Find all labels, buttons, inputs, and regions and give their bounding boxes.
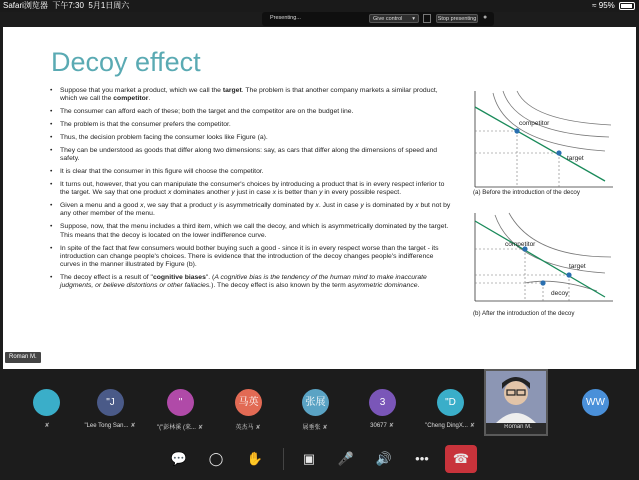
bullet-item: • The problem is that the consumer prefers the competitor. — [49, 121, 454, 129]
participant-tile[interactable] — [563, 369, 627, 436]
fig-a-competitor-label: competitor — [519, 120, 550, 127]
avatar: " — [167, 389, 194, 416]
bullet-item: • The consumer can afford each of these; both the target and the competitor are on the budget line. — [49, 108, 454, 116]
fig-a-competitor-point — [514, 128, 519, 133]
participant-name: "Lee Tong San... ✘ — [84, 423, 136, 429]
speaker-icon[interactable]: 🔊 — [375, 451, 393, 466]
bullet-item: • Suppose, now, that the menu includes a third item, which we call the decoy, and which is asymmetrically dominated by the target. This means that the decoy is located on the lower indifference curve. — [49, 223, 454, 240]
bullet-item: • Given a menu and a good x, we say that a product y is asymmetrically dominated by x. Just in case y is dominated by x but not by any other member of the menu. — [49, 202, 454, 219]
raise-hand-icon[interactable]: ✋ — [246, 451, 264, 466]
video-feed — [486, 371, 546, 423]
give-control-dropdown[interactable]: Give control ▾ — [369, 14, 419, 23]
bullet-item: • In spite of the fact that few consumers would bother buying such a good - since it is in every respect worse than the target - its introduction can change people's choices. There is evidence that the introduction of the decoy changes people's indifference curves in the manner illustrated by Figure (b). — [49, 245, 454, 270]
participant-tile[interactable] — [283, 369, 347, 436]
leave-call-button[interactable]: ☎ — [445, 445, 477, 473]
participants-icon[interactable]: ◯ — [208, 451, 224, 466]
bullet-item: • Thus, the decision problem facing the consumer looks like Figure (a). — [49, 134, 454, 142]
bullet-list — [49, 87, 454, 295]
avatar: 3 — [369, 389, 396, 416]
participant-name: "Cheng DingX... ✘ — [425, 423, 475, 429]
wifi-icon: ≈ — [592, 1, 597, 10]
participant-name: 30677 ✘ — [370, 423, 394, 429]
more-icon[interactable]: ••• — [415, 451, 429, 466]
participant-tile[interactable] — [78, 369, 142, 436]
avatar — [33, 389, 60, 416]
fig-a-caption: (a) Before the introduction of the decoy — [473, 189, 580, 196]
fig-b-target-point — [566, 272, 571, 277]
avatar: "J — [97, 389, 124, 416]
shared-slide — [3, 27, 636, 369]
participant-tile[interactable] — [216, 369, 280, 436]
fig-b-decoy-point — [540, 280, 545, 285]
fig-b-caption: (b) After the introduction of the decoy — [473, 310, 575, 317]
bullet-item: • It turns out, however, that you can manipulate the consumer's choices by introducing a product that is in every respect inferior to the target. We say that one product x dominates another y just in case x is better than y in every possible respect. — [49, 181, 454, 198]
video-off-icon[interactable]: ▣ — [302, 451, 316, 466]
status-date: 5月1日周六 — [88, 1, 130, 10]
participant-name — [16, 422, 76, 429]
mic-muted-icon: ✘ — [255, 425, 261, 431]
fig-b-target-label: target — [569, 263, 586, 270]
ios-status-bar — [0, 0, 639, 12]
mic-muted-icon: ✘ — [44, 423, 50, 429]
fig-a-target-point — [556, 150, 561, 155]
avatar: 张展 — [302, 389, 329, 416]
mic-off-icon[interactable]: 🎤 — [337, 451, 355, 466]
fig-b-competitor-label: competitor — [505, 241, 536, 248]
participant-name: Roman M. — [504, 424, 532, 430]
presenting-bar — [262, 12, 494, 26]
figure-a — [465, 89, 615, 197]
avatar: "D — [437, 389, 464, 416]
mic-muted-icon: ✘ — [322, 425, 328, 431]
bullet-item: • They can be understood as goods that differ along two dimensions: say, as cars that differ along the dimensions of speed and safety. — [49, 147, 454, 164]
fig-a-target-label: target — [567, 155, 584, 162]
avatar: 马英 — [235, 389, 262, 416]
participant-tile[interactable] — [350, 369, 414, 436]
participant-tile[interactable] — [14, 369, 78, 436]
fig-a-budget-line — [475, 107, 605, 181]
mic-muted-icon: ✘ — [469, 423, 475, 429]
participant-name: 英杰马 ✘ — [235, 425, 261, 431]
participant-name: 展垂张 ✘ — [302, 425, 328, 431]
presenter-name-tag: Roman M. — [5, 352, 41, 363]
participant-strip — [0, 369, 639, 436]
fig-b-decoy-label: decoy — [551, 290, 569, 297]
slide-title: Decoy effect — [51, 47, 201, 77]
status-time: 下午7:30 — [52, 1, 84, 10]
lock-icon: ● — [483, 14, 488, 21]
mic-muted-icon: ✘ — [130, 423, 136, 429]
presenting-label: Presenting... — [270, 15, 301, 21]
bullet-item: • Suppose that you market a product, which we call the target. The problem is that another company markets a similar product, which we call the competitor. — [49, 87, 454, 104]
avatar: WW — [582, 389, 609, 416]
figure-b — [465, 211, 615, 311]
participant-tile[interactable] — [484, 369, 548, 436]
app-label: Safari浏览器 — [3, 1, 48, 10]
mic-muted-icon: ✘ — [197, 425, 203, 431]
screen-icon[interactable] — [423, 14, 431, 23]
battery-icon — [619, 2, 635, 10]
bullet-item: • It is clear that the consumer in this figure will choose the competitor. — [49, 168, 454, 176]
bullet-item: • The decoy effect is a result of "cognitive biases". (A cognitive bias is the tendency of the human mind to make inaccurate judgments, or believe distortions or other fallacies.). The decoy effect is also known by the term asymmetric dominance. — [49, 274, 454, 291]
stop-presenting-button[interactable]: Stop presenting — [437, 16, 477, 22]
battery-percent: 95% — [598, 1, 615, 10]
participant-tile[interactable] — [148, 369, 212, 436]
chat-icon[interactable]: 💬 — [170, 451, 188, 466]
meeting-toolbar — [0, 436, 639, 480]
fig-b-budget-line — [475, 221, 605, 297]
chevron-down-icon: ▾ — [412, 16, 415, 22]
participant-tile[interactable] — [418, 369, 482, 436]
participant-name: "("彭林溪 (来... ✘ — [157, 425, 203, 431]
mic-muted-icon: ✘ — [388, 423, 394, 429]
